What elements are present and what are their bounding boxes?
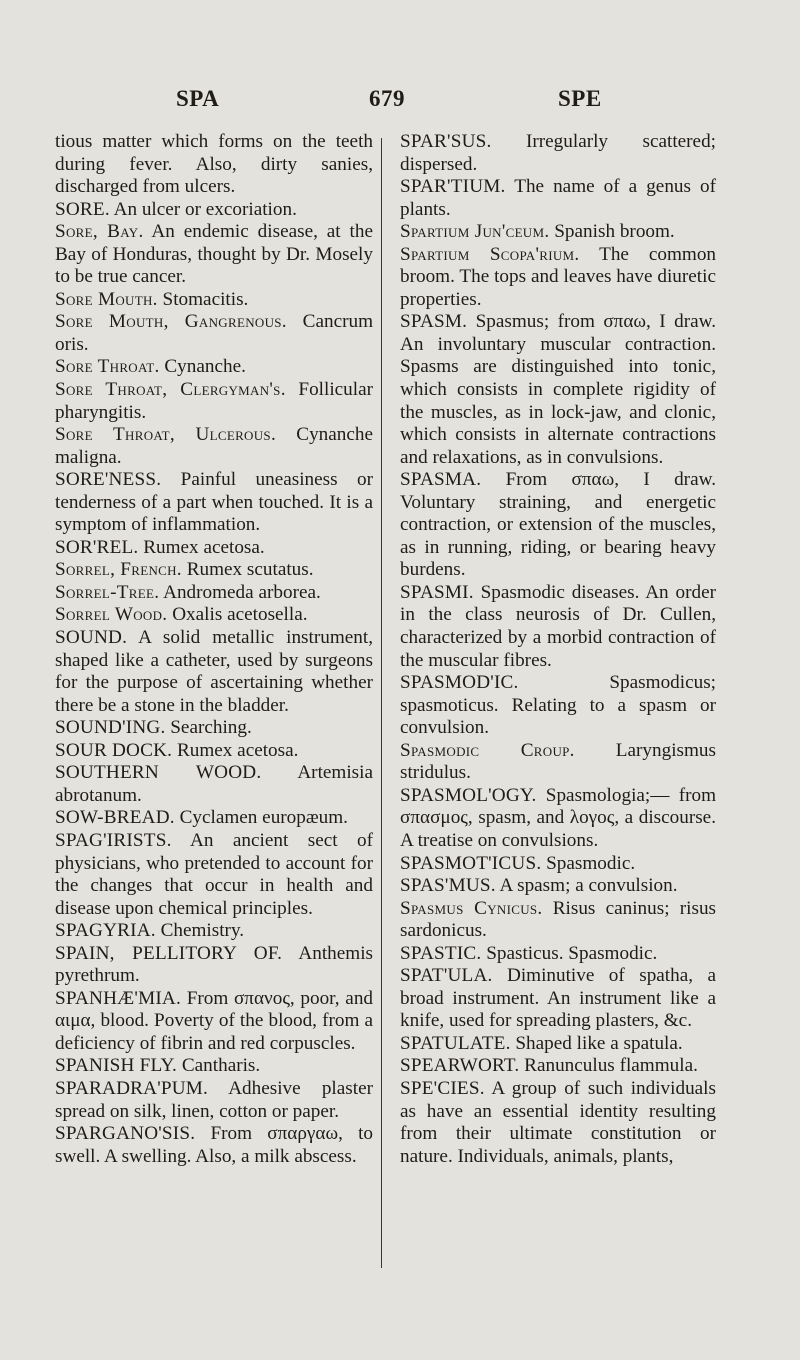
entry-headword: SPAR'TIUM. <box>400 176 506 198</box>
dictionary-entry <box>55 1055 373 1078</box>
entry-headword: SOUR DOCK. <box>55 739 173 761</box>
entry-headword: SPANHÆ'MIA. <box>55 987 181 1009</box>
entry-definition: Laryngismus stridulus. <box>400 739 716 784</box>
entry-definition: Anthemis pyrethrum. <box>55 942 373 987</box>
entry-headword: Sore, Bay. <box>55 221 144 243</box>
entry-definition: From σπαργαω, to swell. A swelling. Also, a milk abscess. <box>55 1123 374 1167</box>
dictionary-entry <box>55 289 373 312</box>
entry-definition: A group of such individuals as have an essential identity resulting from their ultimate constitution or nature. Individuals, animals, plants, <box>400 1077 716 1167</box>
entry-definition: An ulcer or excoriation. <box>113 198 297 220</box>
dictionary-entry <box>55 762 373 807</box>
dictionary-entry <box>55 1123 373 1168</box>
dictionary-entry <box>55 604 373 627</box>
entry-definition: Diminutive of spatha, a broad instrument. An instrument like a knife, used for spreading plasters, &c. <box>400 965 716 1032</box>
dictionary-entry <box>400 131 716 176</box>
entry-headword: SOW-BREAD. <box>55 807 175 829</box>
entry-headword: SPARADRA'PUM. <box>55 1077 209 1099</box>
entry-headword: SPASM. <box>400 311 468 333</box>
dictionary-entry <box>400 785 716 853</box>
dictionary-entry <box>55 943 373 988</box>
entry-definition: Stomacitis. <box>162 288 249 310</box>
entry-definition: Spasmus; from σπαω, I draw. An involuntary muscular contraction. Spasms are distinguished into tonic, which consists in complete rigidity of the muscles, as in lock-jaw, and clonic, which consists in alternate contractions and relaxations, as in convulsions. <box>400 311 717 468</box>
dictionary-entry <box>55 717 373 740</box>
dictionary-entry <box>55 740 373 763</box>
entry-definition: Adhesive plaster spread on silk, linen, cotton or paper. <box>55 1077 373 1122</box>
entry-definition: Follicular pharyngitis. <box>55 379 374 423</box>
entry-headword: SOUND'ING. <box>55 717 166 739</box>
running-header <box>0 86 800 116</box>
dictionary-entry <box>55 988 373 1056</box>
dictionary-entry <box>400 244 716 312</box>
entry-definition: Spasmologia;— from σπασμος, spasm, and λογος, a discourse. A treatise on convulsions. <box>400 784 717 851</box>
entry-definition: Spanish broom. <box>554 221 675 243</box>
dictionary-entry <box>55 469 373 537</box>
dictionary-entry <box>400 898 716 943</box>
entry-headword: SPASTIC. <box>400 942 482 964</box>
entry-definition: From σπαω, I draw. Voluntary straining, and energetic contraction, or extension of the muscles, as in running, riding, or bearing heavy burdens. <box>400 469 716 581</box>
dictionary-entry <box>400 853 716 876</box>
dictionary-entry <box>400 965 716 1033</box>
entry-headword: Sore Throat. <box>55 356 160 378</box>
header-left-guideword: SPA <box>176 86 220 111</box>
dictionary-entry <box>400 469 716 582</box>
entry-headword: SPARGANO'SIS. <box>55 1123 196 1145</box>
dictionary-entry <box>400 176 716 221</box>
entry-definition: Chemistry. <box>160 920 245 942</box>
entry-headword: SPANISH FLY. <box>55 1055 178 1077</box>
entry-definition: Oxalis acetosella. <box>172 604 308 626</box>
entry-definition: The name of a genus of plants. <box>400 176 716 220</box>
dictionary-entry <box>55 356 373 379</box>
entry-headword: SPE'CIES. <box>400 1077 485 1099</box>
dictionary-entry <box>55 559 373 582</box>
entry-definition: Spasmodic. <box>546 852 636 874</box>
entry-headword: Sore Throat, Clergyman's. <box>55 379 286 401</box>
entry-definition: An endemic disease, at the Bay of Honduras, thought by Dr. Mosely to be true cancer. <box>55 221 373 288</box>
entry-headword: SPATULATE. <box>400 1032 511 1054</box>
entry-definition: tious matter which forms on the teeth during fever. Also, dirty sanies, discharged from ulcers. <box>55 131 373 198</box>
entry-headword: SOUND. <box>55 627 128 649</box>
entry-headword: Spasmus Cynicus. <box>400 897 543 919</box>
entry-headword: SPAS'MUS. <box>400 875 496 897</box>
entry-definition: Artemisia abrotanum. <box>55 762 373 806</box>
dictionary-entry <box>400 672 716 740</box>
dictionary-entry <box>400 1055 716 1078</box>
dictionary-entry <box>400 740 716 785</box>
dictionary-entry <box>55 131 373 199</box>
dictionary-entry <box>55 199 373 222</box>
entry-headword: SPASMA. <box>400 469 482 491</box>
entry-definition: Spasmodicus; spasmoticus. Relating to a spasm or convulsion. <box>400 672 716 739</box>
entry-headword: SPASMOD'IC. <box>400 672 519 694</box>
entry-definition: Rumex acetosa. <box>176 739 299 761</box>
entry-definition: Cyclamen europæum. <box>179 807 348 829</box>
entry-headword: SPASMOT'ICUS. <box>400 852 542 874</box>
entry-definition: Rumex scutatus. <box>186 559 314 581</box>
entry-definition: The common broom. The tops and leaves have diuretic properties. <box>400 243 717 310</box>
entry-headword: SPAGYRIA. <box>55 920 156 942</box>
entry-headword: SPAG'IRISTS. <box>55 829 172 851</box>
entry-headword: Sore Mouth, Gangrenous. <box>55 311 287 333</box>
entry-headword: SPAIN, PELLITORY OF. <box>55 942 283 964</box>
entry-definition: Risus caninus; risus sardonicus. <box>400 897 717 942</box>
entry-definition: Spasticus. Spasmodic. <box>486 942 658 964</box>
entry-headword: SPAR'SUS. <box>400 131 492 152</box>
dictionary-entry <box>55 582 373 605</box>
entry-headword: Sorrel, French. <box>55 559 182 581</box>
dictionary-entry <box>400 582 716 672</box>
entry-definition: Spasmodic diseases. An order in the class neurosis of Dr. Cullen, characterized by a morbid contraction of the muscular fibres. <box>400 581 716 671</box>
entry-definition: Cynanche maligna. <box>55 424 373 468</box>
entry-headword: SOUTHERN WOOD. <box>55 762 262 784</box>
entry-definition: Irregularly scattered; dispersed. <box>400 131 717 175</box>
entry-headword: Sorrel Wood. <box>55 604 168 626</box>
page-number: 679 <box>369 86 405 111</box>
entry-definition: Painful uneasiness or tenderness of a part when touched. It is a symptom of inflammation. <box>55 469 373 536</box>
entry-headword: Sore Throat, Ulcerous. <box>55 424 277 446</box>
column-divider <box>381 138 382 1268</box>
dictionary-entry <box>400 311 716 469</box>
left-column <box>55 131 373 1168</box>
entry-definition: Cynanche. <box>164 356 246 378</box>
entry-definition: Andromeda arborea. <box>163 581 321 603</box>
entry-headword: SORE'NESS. <box>55 469 162 491</box>
entry-definition: A spasm; a convulsion. <box>499 875 678 897</box>
dictionary-entry <box>55 830 373 920</box>
entry-definition: Shaped like a spatula. <box>515 1032 683 1054</box>
entry-headword: SPASMOL'OGY. <box>400 784 537 806</box>
entry-definition: Rumex acetosa. <box>143 536 265 558</box>
dictionary-entry <box>55 807 373 830</box>
entry-headword: SPEARWORT. <box>400 1055 520 1077</box>
dictionary-entry <box>55 627 373 717</box>
entry-definition: Ranunculus flammula. <box>524 1055 698 1077</box>
entry-headword: SPASMI. <box>400 581 474 603</box>
entry-definition: A solid metallic instrument, shaped like a catheter, used by surgeons for the purpose of ascertaining whether there be a stone in the bladder. <box>55 627 373 716</box>
dictionary-entry <box>55 1078 373 1123</box>
dictionary-entry <box>400 1078 716 1168</box>
dictionary-entry <box>400 1033 716 1056</box>
right-column <box>400 131 716 1168</box>
entry-headword: SORE. <box>55 198 110 220</box>
entry-headword: SOR'REL. <box>55 536 139 558</box>
entry-definition: An ancient sect of physicians, who pretended to account for the changes that occur in health and disease upon chemical principles. <box>55 829 373 919</box>
dictionary-entry <box>55 537 373 560</box>
dictionary-entry <box>55 424 373 469</box>
dictionary-entry <box>55 379 373 424</box>
dictionary-entry <box>55 311 373 356</box>
entry-headword: Sorrel-Tree. <box>55 581 160 603</box>
entry-headword: Spartium Scopa'rium. <box>400 243 580 265</box>
header-right-guideword: SPE <box>558 86 602 111</box>
entry-headword: Spartium Jun'ceum. <box>400 221 550 243</box>
entry-definition: Searching. <box>170 717 252 739</box>
entry-definition: Cancrum oris. <box>55 311 373 355</box>
entry-headword: Spasmodic Croup. <box>400 739 575 761</box>
entry-headword: Sore Mouth. <box>55 288 158 310</box>
dictionary-entry <box>400 875 716 898</box>
dictionary-entry <box>400 943 716 966</box>
dictionary-entry <box>55 920 373 943</box>
entry-definition: From σπανος, poor, and αιμα, blood. Poverty of the blood, from a deficiency of fibrin and red corpuscles. <box>55 987 374 1054</box>
dictionary-entry <box>400 221 716 244</box>
entry-headword: SPAT'ULA. <box>400 965 493 987</box>
entry-definition: Cantharis. <box>181 1055 261 1077</box>
dictionary-entry <box>55 221 373 289</box>
